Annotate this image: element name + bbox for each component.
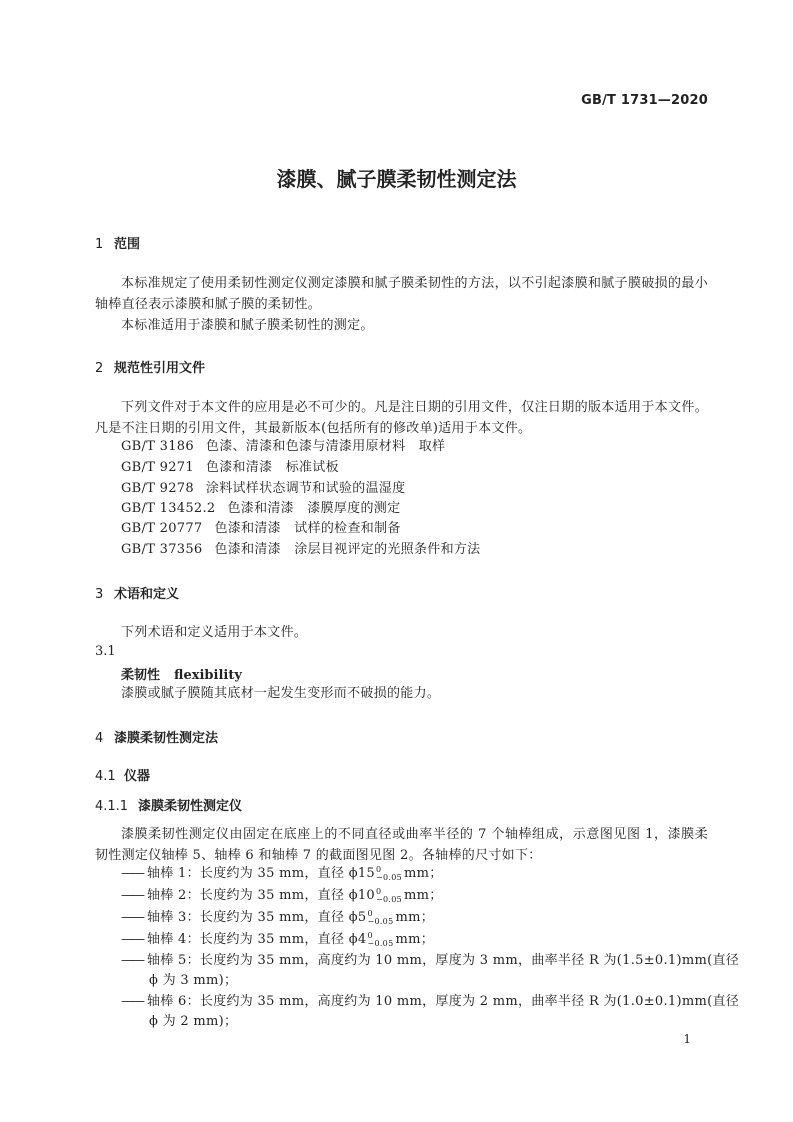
reference-code: GB/T 3186 — [121, 439, 194, 454]
rod-item-continued: ϕ 为 2 mm)； — [149, 1014, 238, 1029]
tolerance — [376, 866, 402, 882]
tolerance — [376, 888, 402, 904]
rod-item — [121, 886, 443, 906]
section-1-heading — [95, 233, 140, 252]
rod-text: 轴棒 4：长度约为 35 mm，直径 ϕ4 — [147, 932, 367, 947]
rod-item-continued: ϕ 为 3 mm)； — [149, 973, 238, 988]
reference-item — [121, 519, 401, 539]
section-title: 漆膜柔韧性测定仪 — [138, 799, 243, 814]
rod-text: 轴棒 3：长度约为 35 mm，直径 ϕ5 — [147, 910, 367, 925]
document-title: 漆膜、腻子膜柔韧性测定法 — [276, 167, 517, 191]
section-title: 术语和定义 — [114, 587, 180, 602]
reference-title: 色漆和清漆 涂层目视评定的光照条件和方法 — [214, 542, 481, 557]
standard-code: GB/T 1731—2020 — [581, 93, 708, 108]
subsection-4-1-1-heading — [95, 795, 242, 814]
reference-title: 色漆和清漆 试样的检查和制备 — [214, 521, 401, 536]
reference-code: GB/T 13452.2 — [121, 501, 216, 516]
term-heading — [121, 664, 242, 683]
section-title: 范围 — [114, 237, 141, 252]
rod-unit: mm； — [404, 866, 443, 881]
reference-code: GB/T 9271 — [121, 460, 194, 475]
reference-item — [121, 540, 481, 560]
rod-unit: mm； — [404, 888, 443, 903]
list-dash: —— — [121, 910, 143, 925]
section-number: 4.1.1 — [95, 799, 129, 814]
page-number: 1 — [683, 1032, 691, 1046]
tolerance-upper: 0 — [367, 930, 373, 940]
rod-item — [121, 992, 739, 1012]
term-english: flexibility — [174, 668, 242, 683]
rod-item — [121, 951, 739, 971]
section-title: 规范性引用文件 — [114, 361, 206, 376]
section-number: 2 — [95, 361, 104, 376]
tolerance-lower: −0.05 — [367, 916, 394, 926]
section-title: 漆膜柔韧性测定法 — [114, 731, 219, 746]
tolerance — [367, 910, 393, 926]
tolerance — [367, 932, 393, 948]
reference-item — [121, 479, 405, 499]
list-dash: —— — [121, 994, 143, 1009]
section-number: 4.1 — [95, 769, 116, 784]
reference-code: GB/T 9278 — [121, 481, 194, 496]
reference-title: 涂料试样状态调节和试验的温湿度 — [205, 481, 406, 496]
rod-item — [121, 930, 434, 950]
section-2-heading — [95, 357, 205, 376]
reference-title: 色漆和清漆 标准试板 — [205, 460, 339, 475]
reference-title: 色漆和清漆 漆膜厚度的测定 — [227, 501, 401, 516]
tolerance-upper: 0 — [376, 886, 382, 896]
section-number: 4 — [95, 731, 104, 746]
section-4-heading — [95, 727, 218, 746]
rod-text: 轴棒 1：长度约为 35 mm，直径 ϕ15 — [147, 866, 375, 881]
reference-item — [121, 499, 400, 519]
list-dash: —— — [121, 932, 143, 947]
subsection-4-1-heading — [95, 765, 150, 784]
section-title: 仪器 — [124, 769, 151, 784]
reference-code: GB/T 20777 — [121, 521, 203, 536]
section-number: 3 — [95, 587, 104, 602]
term-number: 3.1 — [95, 644, 116, 659]
paragraph: 下列文件对于本文件的应用是必不可少的。凡是注日期的引用文件，仅注日期的版本适用于本文件。凡是不注日期的引用文件，其最新版本(包括所有的修改单)适用于本文件。 — [95, 400, 708, 436]
section-3-heading — [95, 583, 179, 602]
reference-item — [121, 458, 339, 478]
rod-text: 轴棒 6：长度约为 35 mm，高度约为 10 mm，厚度为 2 mm，曲率半径 R 为(1.0±0.1)mm(直径 — [147, 994, 740, 1009]
rod-unit: mm； — [395, 910, 435, 925]
tolerance-lower: −0.05 — [376, 894, 403, 904]
list-dash: —— — [121, 866, 143, 881]
reference-item — [121, 437, 445, 457]
rod-text: 轴棒 5：长度约为 35 mm，高度约为 10 mm，厚度为 3 mm，曲率半径 R 为(1.5±0.1)mm(直径 — [147, 953, 740, 968]
paragraph: 本标准规定了使用柔韧性测定仪测定漆膜和腻子膜柔韧性的方法，以不引起漆膜和腻子膜破损的最小轴棒直径表示漆膜和腻子膜的柔韧性。 — [95, 276, 708, 312]
paragraph: 本标准适用于漆膜和腻子膜柔韧性的测定。 — [121, 318, 374, 333]
term-chinese: 柔韧性 — [121, 668, 161, 683]
list-dash: —— — [121, 888, 143, 903]
reference-title: 色漆、清漆和色漆与清漆用原材料 取样 — [205, 439, 446, 454]
rod-text: 轴棒 2：长度约为 35 mm，直径 ϕ10 — [147, 888, 375, 903]
section-number: 1 — [95, 237, 104, 252]
rod-unit: mm； — [395, 932, 435, 947]
term-definition: 漆膜或腻子膜随其底材一起发生变形而不破损的能力。 — [121, 686, 441, 701]
list-dash: —— — [121, 953, 143, 968]
reference-code: GB/T 37356 — [121, 542, 203, 557]
paragraph: 下列术语和定义适用于本文件。 — [121, 625, 308, 640]
tolerance-lower: −0.05 — [376, 872, 403, 882]
tolerance-upper: 0 — [367, 908, 373, 918]
paragraph: 漆膜柔韧性测定仪由固定在底座上的不同直径或曲率半径的 7 个轴棒组成，示意图见图 1，漆膜柔韧性测定仪轴棒 5、轴棒 6 和轴棒 7 的截面图见图 2。各轴棒的尺寸如下： — [95, 827, 708, 863]
rod-item — [121, 864, 443, 884]
tolerance-upper: 0 — [376, 864, 382, 874]
rod-item — [121, 908, 434, 928]
tolerance-lower: −0.05 — [367, 938, 394, 948]
